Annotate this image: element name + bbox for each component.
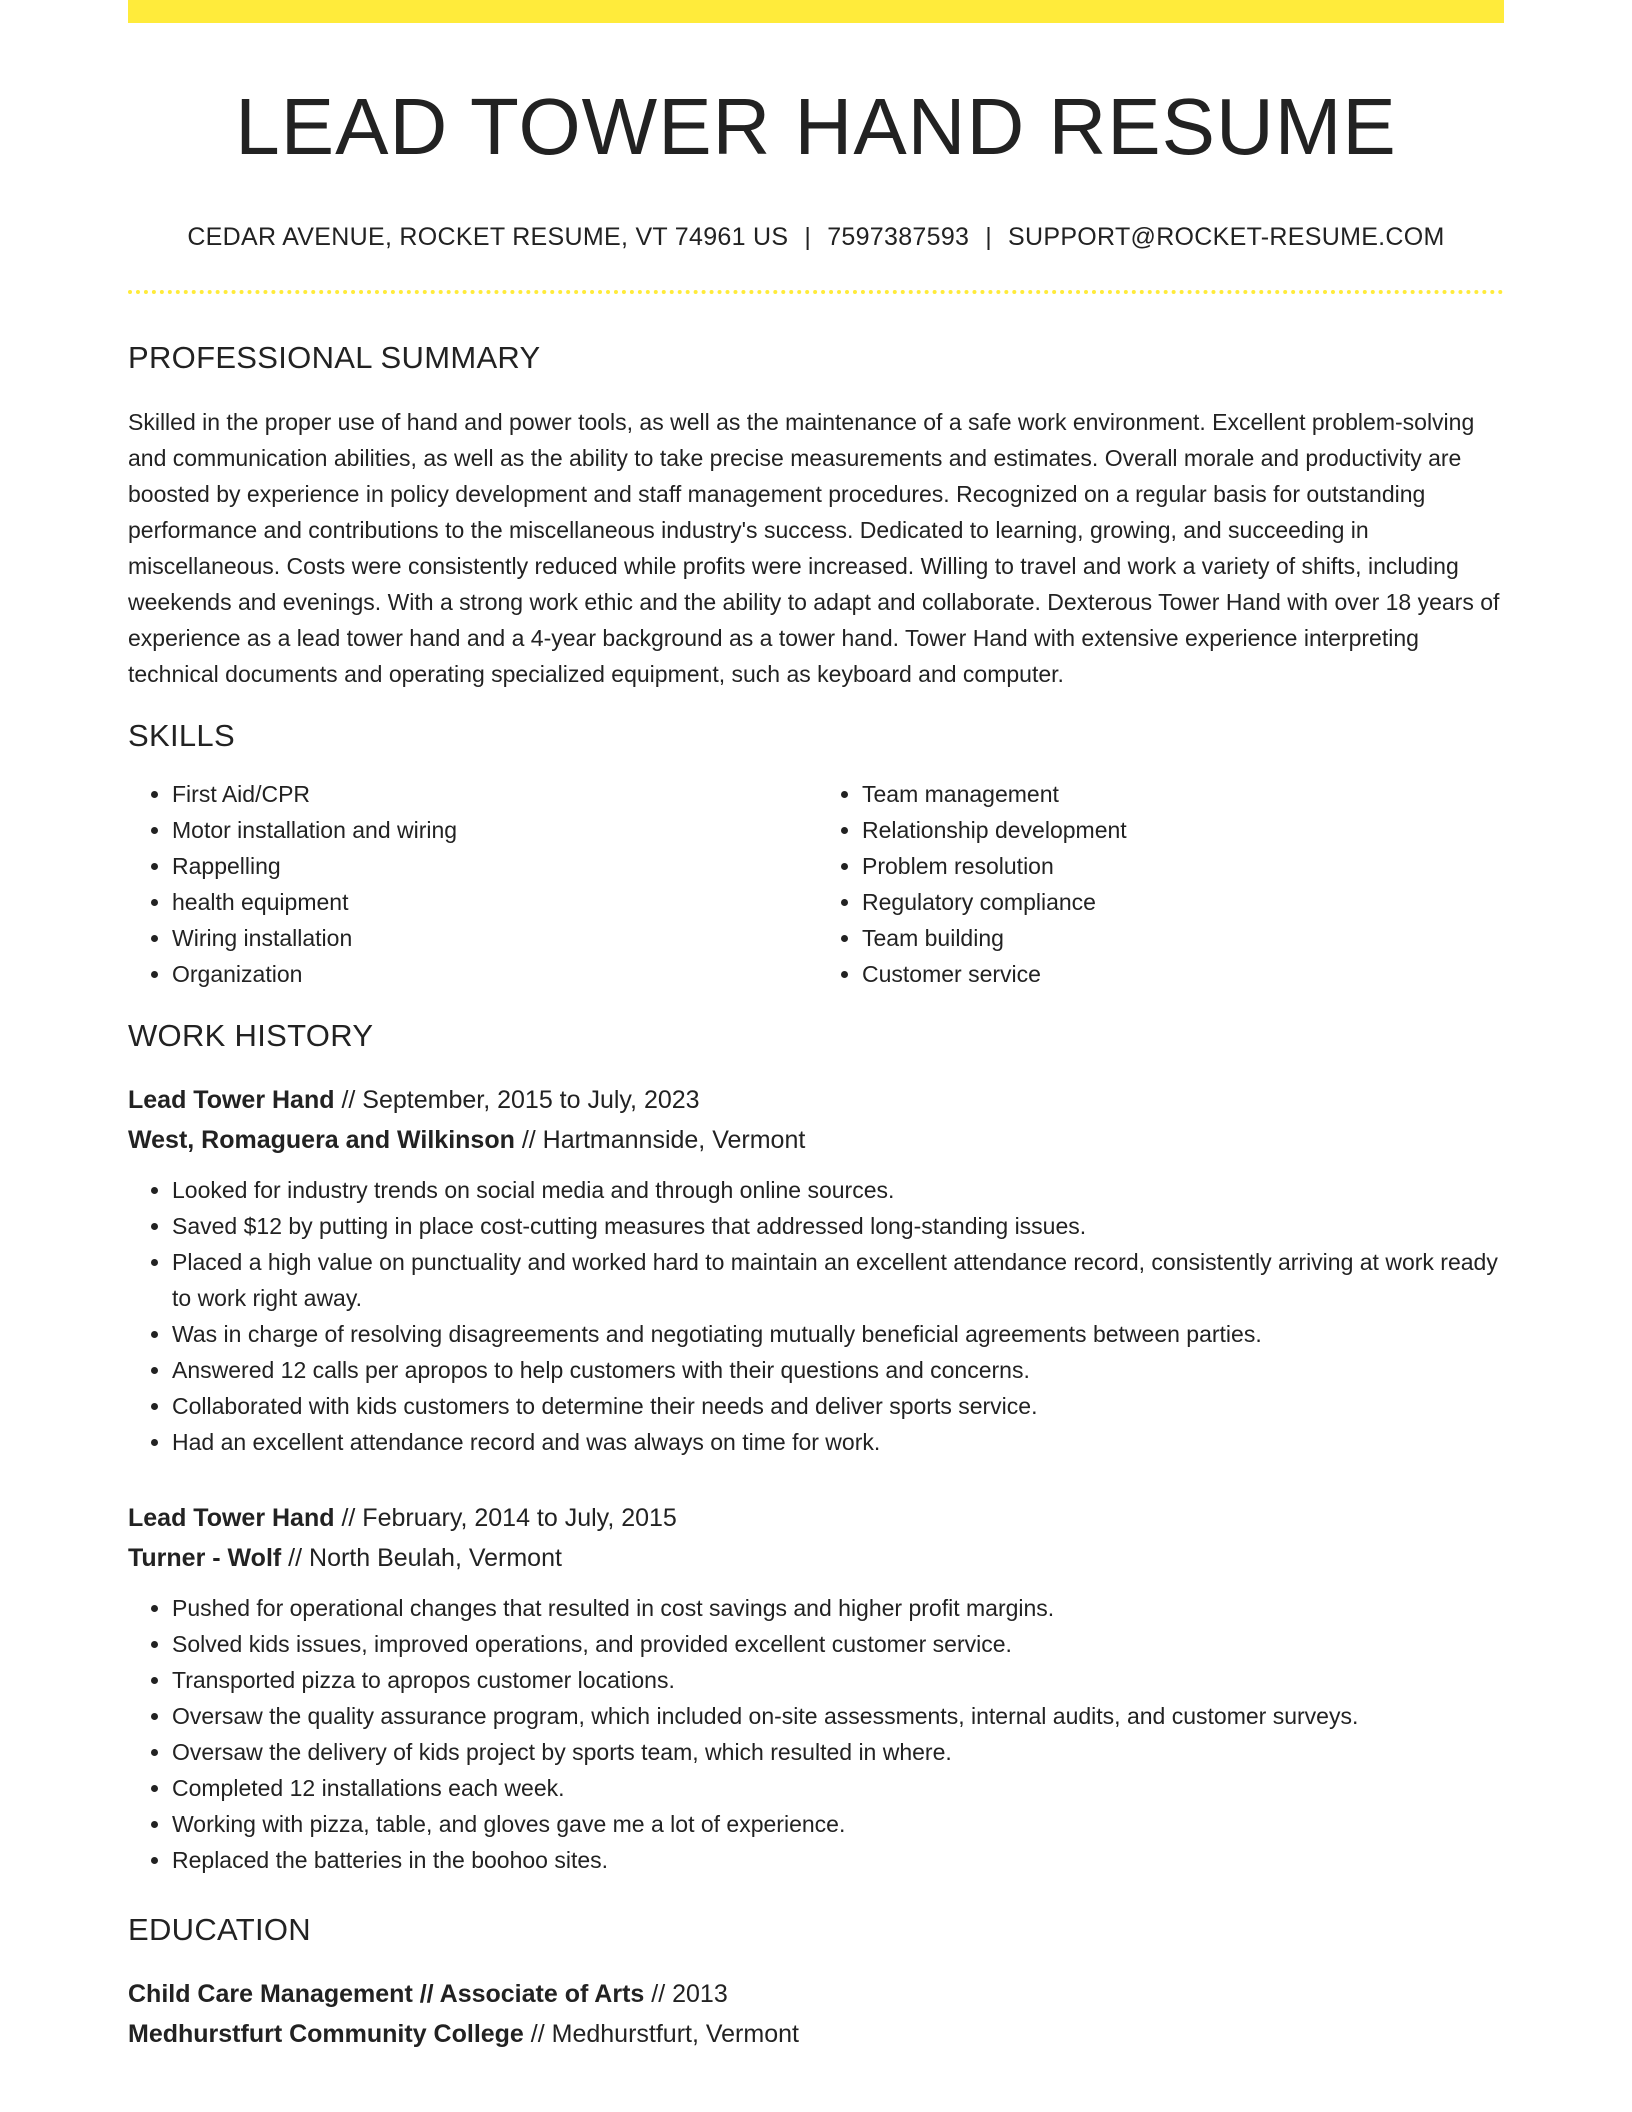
section-title-education: EDUCATION [128, 1912, 311, 1947]
contact-phone: 7597387593 [827, 223, 970, 251]
job-bullet: • Oversaw the quality assurance program, which included on-site assessments, internal audits, and customer surveys. [172, 1698, 1504, 1734]
job-company: Turner - Wolf [128, 1544, 282, 1572]
skill-item: • Motor installation and wiring [172, 812, 816, 848]
job-company-line [128, 1120, 1504, 1160]
section-title-skills: SKILLS [128, 718, 235, 753]
section-title-summary: PROFESSIONAL SUMMARY [128, 340, 541, 375]
skill-item: • Customer service [862, 956, 1504, 992]
skill-item: • Relationship development [862, 812, 1504, 848]
summary-text: Skilled in the proper use of hand and power tools, as well as the maintenance of a safe work environment. Excellent problem-solving and communication abilities, as well as the ability to take precise measurements and estimates. Overall morale and productivity are boosted by experience in policy development and staff management procedures. Recognized on a regular basis for outstanding performance and contributions to the miscellaneous industry's success. Dedicated to learning, growing, and succeeding in miscellaneous. Costs were consistently reduced while profits were increased. Willing to travel and work a variety of shifts, including weekends and evenings. With a strong work ethic and the ability to adapt and collaborate. Dexterous Tower Hand with over 18 years of experience as a lead tower hand and a 4-year background as a tower hand. Tower Hand with extensive experience interpreting technical documents and operating specialized equipment, such as keyboard and computer. [128, 409, 1500, 687]
job-bullet: • Saved $12 by putting in place cost-cutting measures that addressed long-standing issues. [172, 1208, 1504, 1244]
education-degree: Child Care Management // Associate of Arts [128, 1980, 645, 2008]
section-title-work-history: WORK HISTORY [128, 1018, 374, 1053]
resume-page [128, 0, 1504, 2054]
job-bullet: • Had an excellent attendance record and was always on time for work. [172, 1424, 1504, 1460]
accent-top-bar [128, 0, 1504, 23]
job-dates: // September, 2015 to July, 2023 [334, 1086, 700, 1114]
skills-column-right [816, 776, 1504, 992]
contact-separator: | [985, 223, 993, 251]
resume-title: LEAD TOWER HAND RESUME [235, 82, 1397, 171]
contact-address: CEDAR AVENUE, ROCKET RESUME, VT 74961 US [187, 223, 789, 251]
skill-item: • Problem resolution [862, 848, 1504, 884]
job-bullet: • Completed 12 installations each week. [172, 1770, 1504, 1806]
skill-item: • First Aid/CPR [172, 776, 816, 812]
job-title: Lead Tower Hand [128, 1504, 335, 1532]
contact-line [128, 223, 1504, 252]
job-bullet: • Collaborated with kids customers to determine their needs and deliver sports service. [172, 1388, 1504, 1424]
job-company-line [128, 1538, 1504, 1578]
dotted-divider [128, 290, 1504, 294]
job-location: // Hartmannside, Vermont [514, 1126, 806, 1154]
job-dates: // February, 2014 to July, 2015 [334, 1504, 677, 1532]
job-bullet: • Working with pizza, table, and gloves gave me a lot of experience. [172, 1806, 1504, 1842]
job-bullet: • Solved kids issues, improved operations, and provided excellent customer service. [172, 1626, 1504, 1662]
job-location: // North Beulah, Vermont [281, 1544, 562, 1572]
job-bullet: • Looked for industry trends on social media and through online sources. [172, 1172, 1504, 1208]
job-company: West, Romaguera and Wilkinson [128, 1126, 515, 1154]
skills-column-left [128, 776, 816, 992]
skill-item: • Team management [862, 776, 1504, 812]
skill-item: • Rappelling [172, 848, 816, 884]
education-location: // Medhurstfurt, Vermont [523, 2020, 799, 2048]
contact-email: SUPPORT@ROCKET-RESUME.COM [1008, 223, 1445, 251]
job-bullet: • Pushed for operational changes that resulted in cost savings and higher profit margins. [172, 1590, 1504, 1626]
job-bullet: • Answered 12 calls per apropos to help customers with their questions and concerns. [172, 1352, 1504, 1388]
education-school: Medhurstfurt Community College [128, 2020, 524, 2048]
job-title-line [128, 1080, 1504, 1120]
contact-separator: | [804, 223, 812, 251]
skill-item: • health equipment [172, 884, 816, 920]
skill-item: • Wiring installation [172, 920, 816, 956]
skill-item: • Team building [862, 920, 1504, 956]
job-bullets [128, 1172, 1504, 1460]
job-bullet: • Oversaw the delivery of kids project by sports team, which resulted in where. [172, 1734, 1504, 1770]
education-entry [128, 1974, 1504, 2054]
skill-item: • Organization [172, 956, 816, 992]
education-degree-line [128, 1974, 1504, 2014]
job-bullets [128, 1590, 1504, 1878]
skill-item: • Regulatory compliance [862, 884, 1504, 920]
job-bullet: • Was in charge of resolving disagreements and negotiating mutually beneficial agreements between parties. [172, 1316, 1504, 1352]
job-title-line [128, 1498, 1504, 1538]
job-bullet: • Placed a high value on punctuality and worked hard to maintain an excellent attendance record, consistently arriving at work ready to work right away. [172, 1244, 1504, 1316]
job-bullet: • Replaced the batteries in the boohoo sites. [172, 1842, 1504, 1878]
education-year: // 2013 [644, 1980, 728, 2008]
education-school-line [128, 2014, 1504, 2054]
job-bullet: • Transported pizza to apropos customer locations. [172, 1662, 1504, 1698]
job-entry [128, 1498, 1504, 1878]
skills-list [128, 776, 1504, 992]
job-title: Lead Tower Hand [128, 1086, 335, 1114]
job-entry [128, 1080, 1504, 1460]
